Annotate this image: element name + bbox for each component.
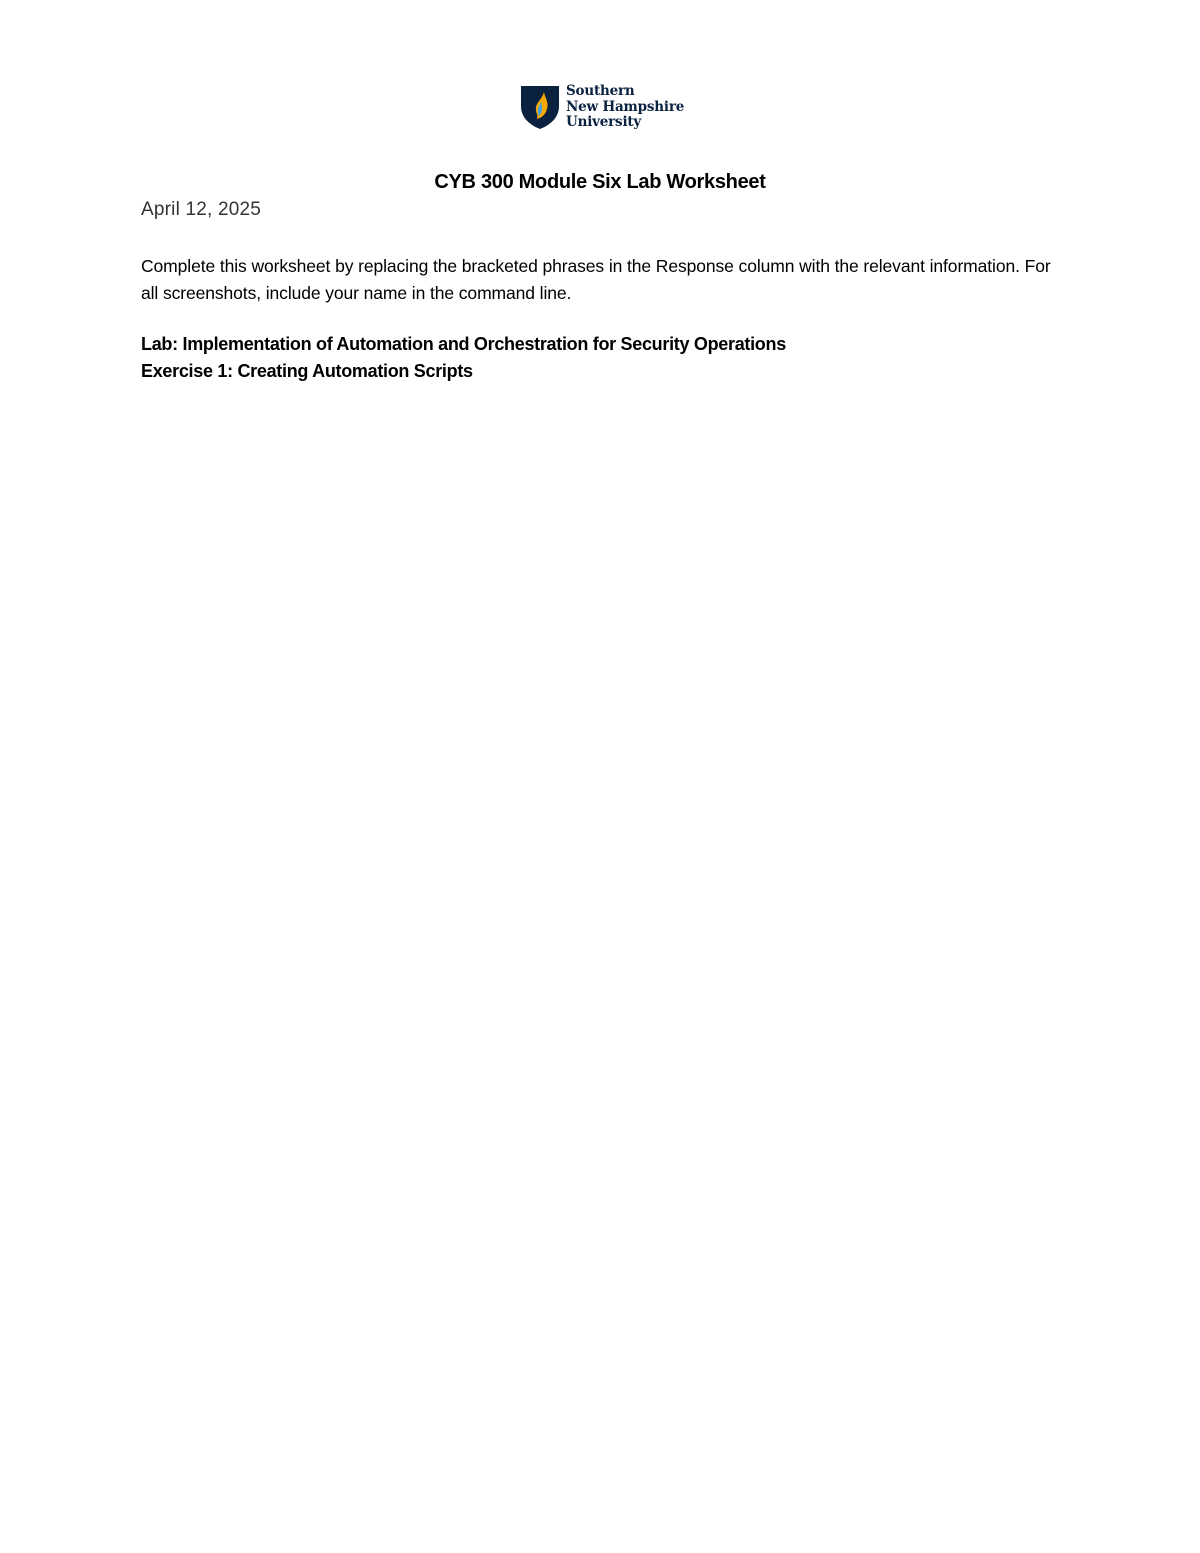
logo-line-2: New Hampshire	[566, 98, 685, 115]
university-logo	[520, 84, 700, 134]
exercise-title: Exercise 1: Creating Automation Scripts	[141, 361, 473, 381]
lab-heading-block	[141, 331, 1061, 385]
logo-line-3: University	[566, 114, 642, 130]
instructions-paragraph: Complete this worksheet by replacing the bracketed phrases in the Response column with the relevant information. For all screenshots, include your name in the command line.	[141, 256, 1051, 303]
shield-flame-icon	[520, 84, 560, 130]
logo-line-1: Southern	[566, 83, 635, 99]
logo-wordmark	[566, 84, 684, 131]
document-title: CYB 300 Module Six Lab Worksheet	[434, 171, 766, 193]
lab-title: Lab: Implementation of Automation and Orchestration for Security Operations	[141, 334, 786, 354]
document-date: April 12, 2025	[141, 199, 262, 220]
